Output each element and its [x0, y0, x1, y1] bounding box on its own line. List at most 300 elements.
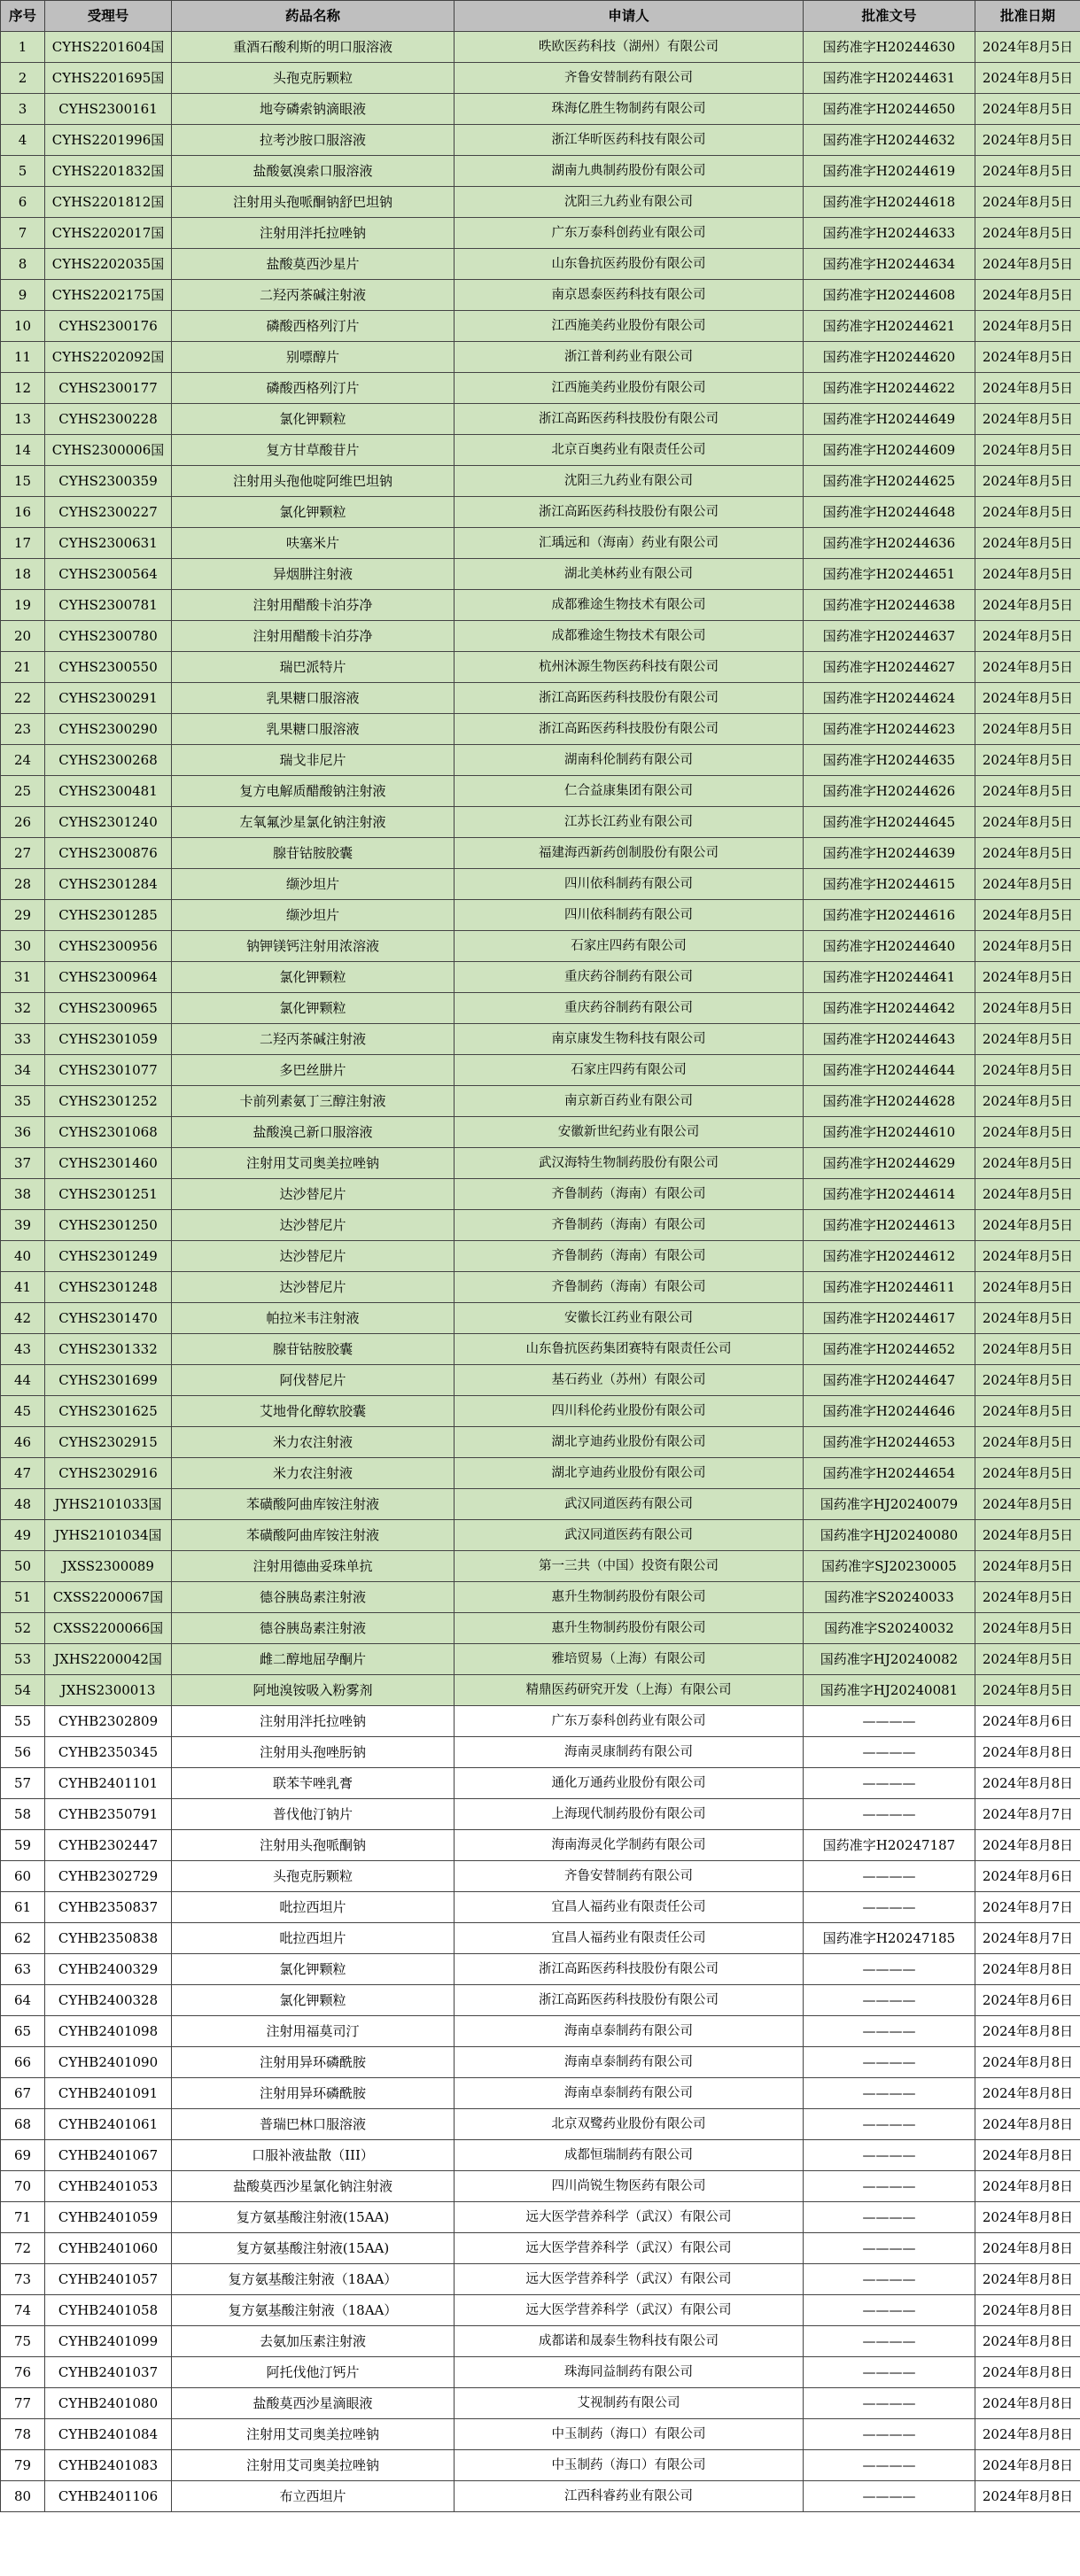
table-row — [1, 1024, 1080, 1055]
table-row — [1, 931, 1080, 962]
cell-application-no: CYHB2401091 — [45, 2078, 172, 2109]
cell-approval-date: 2024年8月5日 — [975, 528, 1080, 559]
cell-applicant: 成都恒瑞制药有限公司 — [455, 2140, 804, 2171]
cell-index: 7 — [1, 218, 45, 249]
cell-approval-no: 国药准字H20244610 — [804, 1117, 975, 1148]
cell-drug-name: 达沙替尼片 — [172, 1179, 455, 1210]
cell-application-no: CYHS2301248 — [45, 1272, 172, 1303]
cell-approval-no: ———— — [804, 2388, 975, 2419]
cell-index: 55 — [1, 1706, 45, 1737]
cell-approval-no: ———— — [804, 2171, 975, 2202]
cell-application-no: CYHB2401106 — [45, 2481, 172, 2512]
cell-drug-name: 注射用福莫司汀 — [172, 2016, 455, 2047]
table-row — [1, 1427, 1080, 1458]
cell-drug-name: 米力农注射液 — [172, 1427, 455, 1458]
cell-application-no: CYHS2300780 — [45, 621, 172, 652]
cell-applicant: 江西施美药业股份有限公司 — [455, 373, 804, 404]
cell-drug-name: 达沙替尼片 — [172, 1241, 455, 1272]
table-row — [1, 1644, 1080, 1675]
cell-drug-name: 乳果糖口服溶液 — [172, 683, 455, 714]
table-row — [1, 2047, 1080, 2078]
cell-drug-name: 复方氨基酸注射液（18AA） — [172, 2295, 455, 2326]
table-row — [1, 373, 1080, 404]
cell-applicant: 惠升生物制药股份有限公司 — [455, 1582, 804, 1613]
cell-approval-no: ———— — [804, 2233, 975, 2264]
cell-drug-name: 苯磺酸阿曲库铵注射液 — [172, 1489, 455, 1520]
cell-approval-date: 2024年8月8日 — [975, 1954, 1080, 1985]
cell-applicant: 武汉同道医药有限公司 — [455, 1489, 804, 1520]
cell-applicant: 北京双鹭药业股份有限公司 — [455, 2109, 804, 2140]
cell-index: 19 — [1, 590, 45, 621]
cell-index: 38 — [1, 1179, 45, 1210]
cell-approval-date: 2024年8月5日 — [975, 187, 1080, 218]
cell-approval-no: 国药准字H20244650 — [804, 94, 975, 125]
cell-approval-date: 2024年8月8日 — [975, 2140, 1080, 2171]
cell-approval-no: ———— — [804, 2016, 975, 2047]
table-row — [1, 652, 1080, 683]
table-row — [1, 2171, 1080, 2202]
cell-application-no: CYHS2301249 — [45, 1241, 172, 1272]
cell-approval-no: 国药准字H20244627 — [804, 652, 975, 683]
table-row — [1, 1086, 1080, 1117]
cell-applicant: 汇瑀远和（海南）药业有限公司 — [455, 528, 804, 559]
cell-index: 15 — [1, 466, 45, 497]
cell-approval-no: 国药准字H20244620 — [804, 342, 975, 373]
cell-index: 12 — [1, 373, 45, 404]
cell-applicant: 湖北美林药业有限公司 — [455, 559, 804, 590]
cell-applicant: 雅培贸易（上海）有限公司 — [455, 1644, 804, 1675]
cell-approval-no: ———— — [804, 2295, 975, 2326]
cell-approval-no: 国药准字H20244614 — [804, 1179, 975, 1210]
cell-index: 73 — [1, 2264, 45, 2295]
cell-applicant: 江苏长江药业有限公司 — [455, 807, 804, 838]
cell-drug-name: 氯化钾颗粒 — [172, 993, 455, 1024]
cell-applicant: 珠海亿胜生物制药有限公司 — [455, 94, 804, 125]
table-row — [1, 342, 1080, 373]
cell-index: 45 — [1, 1396, 45, 1427]
cell-applicant: 广东万泰科创药业有限公司 — [455, 218, 804, 249]
cell-applicant: 山东鲁抗医药股份有限公司 — [455, 249, 804, 280]
cell-approval-date: 2024年8月5日 — [975, 94, 1080, 125]
cell-index: 72 — [1, 2233, 45, 2264]
cell-application-no: CYHS2201812国 — [45, 187, 172, 218]
cell-approval-no: 国药准字H20244633 — [804, 218, 975, 249]
cell-applicant: 浙江高跖医药科技股份有限公司 — [455, 1954, 804, 1985]
cell-applicant: 杭州沐源生物医药科技有限公司 — [455, 652, 804, 683]
cell-approval-no: 国药准字H20244609 — [804, 435, 975, 466]
cell-approval-no: ———— — [804, 2481, 975, 2512]
header-applicant: 申请人 — [455, 1, 804, 32]
cell-approval-date: 2024年8月6日 — [975, 1861, 1080, 1892]
cell-applicant: 海南卓泰制药有限公司 — [455, 2047, 804, 2078]
cell-approval-date: 2024年8月5日 — [975, 1613, 1080, 1644]
cell-application-no: CYHS2301332 — [45, 1334, 172, 1365]
cell-applicant: 山东鲁抗医药集团赛特有限责任公司 — [455, 1334, 804, 1365]
cell-approval-date: 2024年8月7日 — [975, 1923, 1080, 1954]
cell-drug-name: 口服补液盐散（III） — [172, 2140, 455, 2171]
cell-application-no: CYHS2300550 — [45, 652, 172, 683]
cell-index: 27 — [1, 838, 45, 869]
table-row — [1, 2295, 1080, 2326]
cell-index: 29 — [1, 900, 45, 931]
cell-approval-no: 国药准字H20244652 — [804, 1334, 975, 1365]
header-index: 序号 — [1, 1, 45, 32]
cell-approval-no: 国药准字H20244636 — [804, 528, 975, 559]
cell-applicant: 江西施美药业股份有限公司 — [455, 311, 804, 342]
cell-applicant: 远大医学营养科学（武汉）有限公司 — [455, 2295, 804, 2326]
cell-index: 63 — [1, 1954, 45, 1985]
cell-drug-name: 注射用泮托拉唑钠 — [172, 218, 455, 249]
header-approval-date: 批准日期 — [975, 1, 1080, 32]
cell-drug-name: 盐酸氨溴索口服溶液 — [172, 156, 455, 187]
cell-application-no: CYHS2300359 — [45, 466, 172, 497]
cell-applicant: 沈阳三九药业有限公司 — [455, 466, 804, 497]
cell-applicant: 南京恩泰医药科技有限公司 — [455, 280, 804, 311]
table-row — [1, 2450, 1080, 2481]
table-row — [1, 280, 1080, 311]
cell-drug-name: 注射用异环磷酰胺 — [172, 2078, 455, 2109]
cell-drug-name: 复方氨基酸注射液(15AA) — [172, 2233, 455, 2264]
cell-application-no: CYHB2401098 — [45, 2016, 172, 2047]
cell-approval-date: 2024年8月5日 — [975, 1272, 1080, 1303]
table-row — [1, 1117, 1080, 1148]
cell-approval-date: 2024年8月5日 — [975, 435, 1080, 466]
cell-application-no: JYHS2101033国 — [45, 1489, 172, 1520]
cell-approval-date: 2024年8月8日 — [975, 2171, 1080, 2202]
cell-application-no: CYHS2301068 — [45, 1117, 172, 1148]
cell-approval-no: ———— — [804, 2109, 975, 2140]
cell-applicant: 齐鲁制药（海南）有限公司 — [455, 1179, 804, 1210]
cell-approval-no: 国药准字H20244649 — [804, 404, 975, 435]
cell-approval-no: ———— — [804, 2450, 975, 2481]
cell-drug-name: 异烟肼注射液 — [172, 559, 455, 590]
cell-approval-date: 2024年8月5日 — [975, 869, 1080, 900]
cell-drug-name: 头孢克肟颗粒 — [172, 63, 455, 94]
cell-approval-no: ———— — [804, 1799, 975, 1830]
cell-application-no: CYHS2300290 — [45, 714, 172, 745]
cell-index: 80 — [1, 2481, 45, 2512]
cell-index: 56 — [1, 1737, 45, 1768]
cell-applicant: 海南海灵化学制药有限公司 — [455, 1830, 804, 1861]
cell-applicant: 精鼎医药研究开发（上海）有限公司 — [455, 1675, 804, 1706]
cell-index: 43 — [1, 1334, 45, 1365]
cell-application-no: CYHS2300176 — [45, 311, 172, 342]
cell-applicant: 齐鲁安替制药有限公司 — [455, 1861, 804, 1892]
cell-approval-no: 国药准字H20244653 — [804, 1427, 975, 1458]
cell-drug-name: 复方甘草酸苷片 — [172, 435, 455, 466]
table-row — [1, 1458, 1080, 1489]
table-row — [1, 2016, 1080, 2047]
cell-applicant: 宜昌人福药业有限责任公司 — [455, 1923, 804, 1954]
cell-application-no: CYHS2300631 — [45, 528, 172, 559]
cell-approval-date: 2024年8月5日 — [975, 1024, 1080, 1055]
cell-index: 33 — [1, 1024, 45, 1055]
table-row — [1, 1675, 1080, 1706]
cell-drug-name: 盐酸莫西沙星滴眼液 — [172, 2388, 455, 2419]
cell-application-no: CYHB2350837 — [45, 1892, 172, 1923]
cell-approval-date: 2024年8月7日 — [975, 1892, 1080, 1923]
cell-applicant: 齐鲁安替制药有限公司 — [455, 63, 804, 94]
cell-approval-no: 国药准字HJ20240080 — [804, 1520, 975, 1551]
cell-index: 69 — [1, 2140, 45, 2171]
cell-drug-name: 注射用头孢唑肟钠 — [172, 1737, 455, 1768]
cell-application-no: CYHB2401053 — [45, 2171, 172, 2202]
cell-drug-name: 注射用艾司奥美拉唑钠 — [172, 2450, 455, 2481]
cell-drug-name: 左氧氟沙星氯化钠注射液 — [172, 807, 455, 838]
cell-approval-no: 国药准字H20244613 — [804, 1210, 975, 1241]
cell-drug-name: 注射用醋酸卡泊芬净 — [172, 621, 455, 652]
cell-index: 26 — [1, 807, 45, 838]
cell-approval-date: 2024年8月5日 — [975, 683, 1080, 714]
table-row — [1, 1954, 1080, 1985]
cell-approval-no: 国药准字H20244612 — [804, 1241, 975, 1272]
table-row — [1, 1737, 1080, 1768]
cell-index: 77 — [1, 2388, 45, 2419]
cell-approval-date: 2024年8月5日 — [975, 1179, 1080, 1210]
cell-approval-date: 2024年8月5日 — [975, 311, 1080, 342]
cell-application-no: CYHS2300964 — [45, 962, 172, 993]
cell-applicant: 江西科睿药业有限公司 — [455, 2481, 804, 2512]
cell-approval-date: 2024年8月5日 — [975, 1055, 1080, 1086]
cell-applicant: 四川依科制药有限公司 — [455, 900, 804, 931]
cell-index: 1 — [1, 32, 45, 63]
cell-approval-no: 国药准字H20244648 — [804, 497, 975, 528]
cell-approval-date: 2024年8月5日 — [975, 249, 1080, 280]
cell-approval-no: 国药准字H20244621 — [804, 311, 975, 342]
cell-drug-name: 腺苷钴胺胶囊 — [172, 1334, 455, 1365]
cell-index: 39 — [1, 1210, 45, 1241]
table-row — [1, 2419, 1080, 2450]
cell-approval-date: 2024年8月5日 — [975, 1551, 1080, 1582]
cell-approval-date: 2024年8月5日 — [975, 32, 1080, 63]
cell-approval-no: ———— — [804, 1985, 975, 2016]
cell-application-no: CYHS2301251 — [45, 1179, 172, 1210]
cell-approval-date: 2024年8月6日 — [975, 1985, 1080, 2016]
table-row — [1, 838, 1080, 869]
cell-index: 51 — [1, 1582, 45, 1613]
cell-approval-date: 2024年8月5日 — [975, 838, 1080, 869]
cell-index: 53 — [1, 1644, 45, 1675]
table-row — [1, 1520, 1080, 1551]
cell-applicant: 宜昌人福药业有限责任公司 — [455, 1892, 804, 1923]
cell-approval-date: 2024年8月5日 — [975, 652, 1080, 683]
table-row — [1, 218, 1080, 249]
cell-applicant: 昳欧医药科技（湖州）有限公司 — [455, 32, 804, 63]
cell-index: 74 — [1, 2295, 45, 2326]
cell-approval-date: 2024年8月6日 — [975, 1706, 1080, 1737]
cell-approval-date: 2024年8月8日 — [975, 1830, 1080, 1861]
cell-drug-name: 注射用头孢他啶阿维巴坦钠 — [172, 466, 455, 497]
cell-application-no: CXSS2200066国 — [45, 1613, 172, 1644]
table-row — [1, 776, 1080, 807]
cell-drug-name: 磷酸西格列汀片 — [172, 373, 455, 404]
cell-approval-date: 2024年8月5日 — [975, 1582, 1080, 1613]
cell-application-no: CYHS2201996国 — [45, 125, 172, 156]
cell-drug-name: 艾地骨化醇软胶囊 — [172, 1396, 455, 1427]
table-row — [1, 1985, 1080, 2016]
cell-index: 13 — [1, 404, 45, 435]
cell-approval-date: 2024年8月5日 — [975, 1303, 1080, 1334]
table-row — [1, 900, 1080, 931]
cell-application-no: CYHS2301699 — [45, 1365, 172, 1396]
cell-approval-no: 国药准字H20247187 — [804, 1830, 975, 1861]
cell-approval-no: 国药准字HJ20240082 — [804, 1644, 975, 1675]
cell-approval-no: 国药准字H20244615 — [804, 869, 975, 900]
cell-index: 32 — [1, 993, 45, 1024]
cell-application-no: CYHB2401059 — [45, 2202, 172, 2233]
cell-approval-no: 国药准字H20244632 — [804, 125, 975, 156]
cell-application-no: CYHS2301284 — [45, 869, 172, 900]
cell-index: 75 — [1, 2326, 45, 2357]
cell-index: 50 — [1, 1551, 45, 1582]
cell-drug-name: 达沙替尼片 — [172, 1272, 455, 1303]
cell-application-no: CYHS2202092国 — [45, 342, 172, 373]
cell-index: 52 — [1, 1613, 45, 1644]
cell-approval-no: 国药准字H20244619 — [804, 156, 975, 187]
cell-approval-no: 国药准字H20244611 — [804, 1272, 975, 1303]
cell-approval-date: 2024年8月5日 — [975, 1489, 1080, 1520]
cell-drug-name: 雌二醇地屈孕酮片 — [172, 1644, 455, 1675]
table-row — [1, 1148, 1080, 1179]
cell-approval-no: ———— — [804, 1892, 975, 1923]
cell-applicant: 四川科伦药业股份有限公司 — [455, 1396, 804, 1427]
cell-application-no: CYHB2400329 — [45, 1954, 172, 1985]
cell-drug-name: 卡前列素氨丁三醇注射液 — [172, 1086, 455, 1117]
cell-application-no: CYHB2401037 — [45, 2357, 172, 2388]
cell-drug-name: 复方电解质醋酸钠注射液 — [172, 776, 455, 807]
cell-approval-no: 国药准字H20244618 — [804, 187, 975, 218]
cell-application-no: CYHB2401101 — [45, 1768, 172, 1799]
cell-drug-name: 注射用德曲妥珠单抗 — [172, 1551, 455, 1582]
cell-index: 11 — [1, 342, 45, 373]
cell-approval-no: 国药准字H20244617 — [804, 1303, 975, 1334]
cell-approval-date: 2024年8月8日 — [975, 2450, 1080, 2481]
cell-drug-name: 盐酸莫西沙星片 — [172, 249, 455, 280]
cell-approval-no: ———— — [804, 2202, 975, 2233]
cell-applicant: 湖北亨迪药业股份有限公司 — [455, 1458, 804, 1489]
cell-application-no: CYHS2300228 — [45, 404, 172, 435]
cell-applicant: 齐鲁制药（海南）有限公司 — [455, 1210, 804, 1241]
cell-drug-name: 普伐他汀钠片 — [172, 1799, 455, 1830]
cell-index: 6 — [1, 187, 45, 218]
cell-drug-name: 氯化钾颗粒 — [172, 404, 455, 435]
cell-application-no: CYHS2301252 — [45, 1086, 172, 1117]
cell-applicant: 海南灵康制药有限公司 — [455, 1737, 804, 1768]
cell-index: 14 — [1, 435, 45, 466]
cell-application-no: CYHS2300876 — [45, 838, 172, 869]
cell-application-no: CYHS2300006国 — [45, 435, 172, 466]
cell-approval-date: 2024年8月8日 — [975, 2357, 1080, 2388]
table-row — [1, 2264, 1080, 2295]
cell-applicant: 海南卓泰制药有限公司 — [455, 2078, 804, 2109]
cell-approval-date: 2024年8月5日 — [975, 1458, 1080, 1489]
cell-approval-date: 2024年8月5日 — [975, 900, 1080, 931]
cell-approval-no: 国药准字H20244637 — [804, 621, 975, 652]
cell-drug-name: 复方氨基酸注射液（18AA） — [172, 2264, 455, 2295]
table-row — [1, 497, 1080, 528]
cell-approval-date: 2024年8月5日 — [975, 1396, 1080, 1427]
cell-applicant: 珠海同益制药有限公司 — [455, 2357, 804, 2388]
cell-drug-name: 磷酸西格列汀片 — [172, 311, 455, 342]
cell-applicant: 湖北亨迪药业股份有限公司 — [455, 1427, 804, 1458]
table-row — [1, 2388, 1080, 2419]
cell-drug-name: 注射用泮托拉唑钠 — [172, 1706, 455, 1737]
cell-drug-name: 氯化钾颗粒 — [172, 1954, 455, 1985]
cell-application-no: CYHB2401057 — [45, 2264, 172, 2295]
cell-approval-no: 国药准字HJ20240079 — [804, 1489, 975, 1520]
cell-drug-name: 地夸磷索钠滴眼液 — [172, 94, 455, 125]
cell-drug-name: 注射用头孢哌酮钠 — [172, 1830, 455, 1861]
cell-index: 42 — [1, 1303, 45, 1334]
cell-applicant: 齐鲁制药（海南）有限公司 — [455, 1241, 804, 1272]
table-row — [1, 435, 1080, 466]
cell-applicant: 浙江高跖医药科技股份有限公司 — [455, 714, 804, 745]
cell-approval-date: 2024年8月8日 — [975, 2016, 1080, 2047]
table-row — [1, 807, 1080, 838]
cell-application-no: CYHB2401060 — [45, 2233, 172, 2264]
cell-applicant: 艾视制药有限公司 — [455, 2388, 804, 2419]
cell-application-no: CYHS2301470 — [45, 1303, 172, 1334]
cell-applicant: 重庆药谷制药有限公司 — [455, 962, 804, 993]
cell-index: 48 — [1, 1489, 45, 1520]
table-row — [1, 1179, 1080, 1210]
table-row — [1, 187, 1080, 218]
cell-drug-name: 腺苷钴胺胶囊 — [172, 838, 455, 869]
cell-applicant: 远大医学营养科学（武汉）有限公司 — [455, 2233, 804, 2264]
table-row — [1, 1923, 1080, 1954]
cell-drug-name: 米力农注射液 — [172, 1458, 455, 1489]
cell-application-no: CYHB2401099 — [45, 2326, 172, 2357]
cell-approval-date: 2024年8月8日 — [975, 2202, 1080, 2233]
cell-application-no: CYHS2202175国 — [45, 280, 172, 311]
table-row — [1, 621, 1080, 652]
cell-applicant: 浙江高跖医药科技股份有限公司 — [455, 683, 804, 714]
table-row — [1, 962, 1080, 993]
cell-approval-no: 国药准字H20244651 — [804, 559, 975, 590]
cell-approval-date: 2024年8月5日 — [975, 962, 1080, 993]
cell-index: 76 — [1, 2357, 45, 2388]
cell-approval-no: 国药准字H20244626 — [804, 776, 975, 807]
cell-drug-name: 苯磺酸阿曲库铵注射液 — [172, 1520, 455, 1551]
cell-approval-no: 国药准字H20244639 — [804, 838, 975, 869]
cell-approval-date: 2024年8月8日 — [975, 2264, 1080, 2295]
cell-applicant: 浙江高跖医药科技股份有限公司 — [455, 404, 804, 435]
cell-approval-no: 国药准字H20244635 — [804, 745, 975, 776]
cell-application-no: CYHB2400328 — [45, 1985, 172, 2016]
cell-applicant: 南京康发生物科技有限公司 — [455, 1024, 804, 1055]
table-row — [1, 1551, 1080, 1582]
table-row — [1, 2140, 1080, 2171]
cell-application-no: CYHB2350345 — [45, 1737, 172, 1768]
cell-approval-date: 2024年8月8日 — [975, 2233, 1080, 2264]
cell-approval-date: 2024年8月8日 — [975, 2078, 1080, 2109]
cell-application-no: CXSS2200067国 — [45, 1582, 172, 1613]
table-row — [1, 2109, 1080, 2140]
cell-applicant: 基石药业（苏州）有限公司 — [455, 1365, 804, 1396]
cell-application-no: JXHS2300013 — [45, 1675, 172, 1706]
cell-index: 25 — [1, 776, 45, 807]
cell-approval-no: ———— — [804, 1706, 975, 1737]
cell-approval-date: 2024年8月8日 — [975, 2388, 1080, 2419]
cell-approval-date: 2024年8月5日 — [975, 280, 1080, 311]
cell-index: 17 — [1, 528, 45, 559]
cell-applicant: 福建海西新药创制股份有限公司 — [455, 838, 804, 869]
cell-approval-no: 国药准字SJ20230005 — [804, 1551, 975, 1582]
header-approval-no: 批准文号 — [804, 1, 975, 32]
cell-drug-name: 达沙替尼片 — [172, 1210, 455, 1241]
table-row — [1, 1892, 1080, 1923]
cell-drug-name: 阿托伐他汀钙片 — [172, 2357, 455, 2388]
